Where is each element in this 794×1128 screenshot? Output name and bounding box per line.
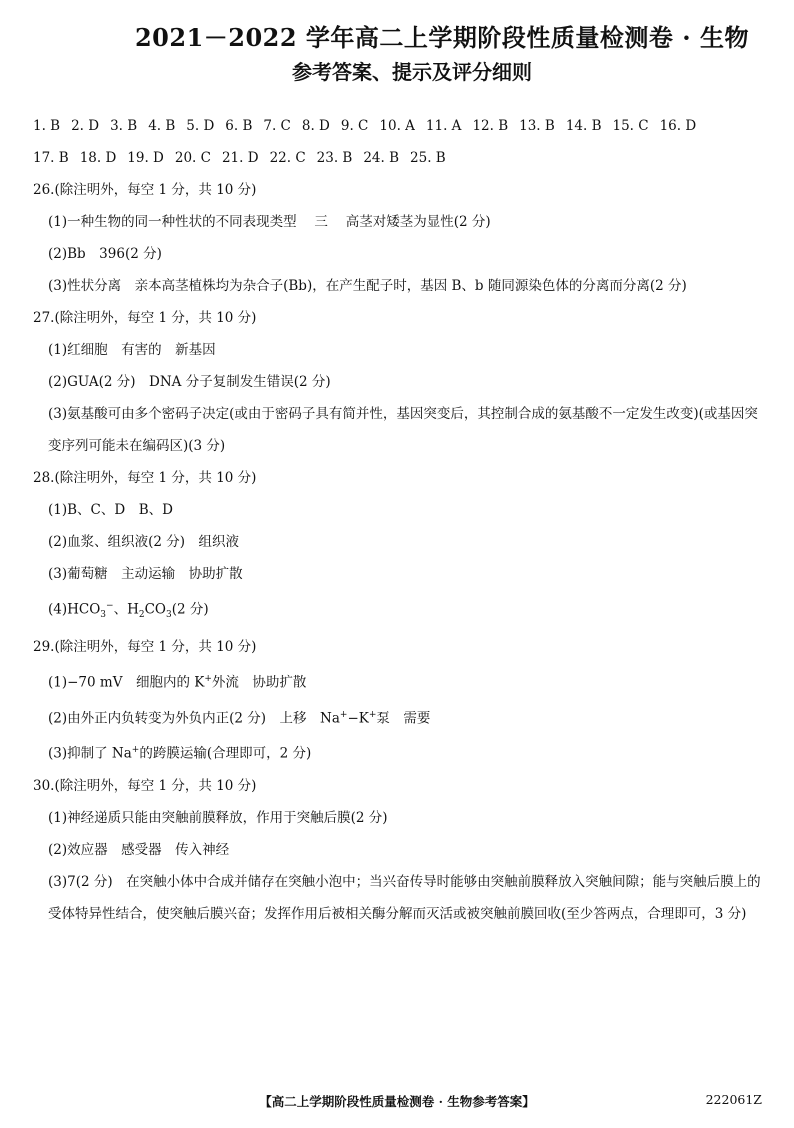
choice-answer: 2. D: [71, 118, 100, 134]
choice-answer: 21. D: [221, 150, 259, 166]
choice-answer: 6. B: [225, 118, 253, 134]
question-30-heading: 30.(除注明外，每空 1 分，共 10 分): [33, 777, 257, 794]
choice-answer: 22. C: [269, 150, 306, 166]
question-28-heading: 28.(除注明外，每空 1 分，共 10 分): [33, 470, 257, 486]
choice-answer: 17. B: [33, 150, 69, 166]
question-29-part-3: [33, 734, 773, 770]
choice-answer: 16. D: [659, 118, 697, 134]
q28-p4-pre: (4)HCO: [48, 601, 101, 618]
question-29-part-1: [33, 663, 773, 699]
choice-answer: 19. D: [127, 150, 164, 166]
q28-p4-sub3: 3: [166, 610, 172, 621]
choice-answer: 24. B: [363, 150, 400, 166]
q29-p1-post: 外流 协助扩散: [211, 674, 307, 691]
question-28-part-2: (2)血浆、组织液(2 分) 组织液: [48, 534, 240, 550]
choice-answer: 1. B: [33, 118, 61, 134]
q28-p4-sub1: 3: [100, 610, 107, 621]
q29-p2-sup1: +: [339, 709, 348, 720]
question-27-part-2: (2)GUA(2 分) DNA 分子复制发生错误(2 分): [48, 374, 331, 390]
choice-answer: 4. B: [148, 118, 176, 134]
choice-answer: 23. B: [316, 150, 353, 166]
q29-p2-mid: −K: [347, 710, 369, 727]
question-26-heading: 26.(除注明外，每空 1 分，共 10 分): [33, 182, 257, 198]
question-27-part-1: (1)红细胞 有害的 新基因: [48, 342, 216, 358]
choice-answers-row-2: [33, 142, 773, 174]
choice-answer: 8. D: [301, 118, 330, 134]
question-30-part-3: (3)7(2 分) 在突触小体中合成并储存在突触小泡中；当兴奋传导时能够由突触前膜释放入突触间隙；能与突触后膜上的受体特异性结合，使突触后膜兴奋；发挥作用后被相关酶分解而灭活或被突触前膜回收(至少答两点，合理即可，3 分): [48, 873, 761, 922]
question-29-heading: 29.(除注明外，每空 1 分，共 10 分): [33, 639, 257, 656]
footer-label: 【高二上学期阶段性质量检测卷 · 生物参考答案】: [259, 1094, 535, 1109]
page-title: 2021－2022 学年高二上学期阶段性质量检测卷 · 生物: [134, 23, 749, 52]
choice-answers-row-1: [33, 110, 773, 142]
q28-p4-sup1: −: [106, 601, 114, 611]
q28-p4-mid: 、H: [113, 601, 139, 618]
q29-p1-sup: +: [204, 674, 212, 685]
choice-answer: 3. B: [110, 118, 138, 134]
choice-answer: 15. C: [612, 118, 649, 134]
q28-p4-sub2: 2: [138, 610, 145, 621]
choice-answer: 10. A: [379, 118, 415, 134]
question-28-part-1: (1)B、C、D B、D: [48, 502, 173, 518]
q29-p2-post: 泵 需要: [376, 710, 431, 727]
q29-p3-pre: (3)抑制了 Na: [48, 745, 132, 762]
question-26-part-3: (3)性状分离 亲本高茎植株均为杂合子(Bb)，在产生配子时，基因 B、b 随同源染色体的分离而分离(2 分): [48, 278, 687, 294]
question-30-part-1: (1)神经递质只能由突触前膜释放，作用于突触后膜(2 分): [48, 809, 388, 826]
question-28-part-4: [33, 590, 773, 631]
choice-answer: 20. C: [174, 150, 211, 166]
choice-answer: 12. B: [472, 118, 509, 134]
choice-answer: 11. A: [425, 118, 462, 134]
q29-p2-sup2: +: [368, 709, 377, 720]
choice-answer: 9. C: [340, 118, 369, 134]
choice-answer: 13. B: [519, 118, 555, 134]
question-27-heading: 27.(除注明外，每空 1 分，共 10 分): [33, 310, 257, 326]
choice-answer: 14. B: [565, 118, 602, 134]
question-26-part-2: (2)Bb 396(2 分): [48, 246, 162, 262]
choice-answer: 7. C: [263, 118, 291, 134]
q29-p3-post: 的跨膜运输(合理即可，2 分): [139, 745, 312, 762]
question-28-part-3: (3)葡萄糖 主动运输 协助扩散: [48, 566, 243, 582]
question-30-part-2: (2)效应器 感受器 传入神经: [48, 841, 230, 858]
q29-p1-pre: (1)−70 mV 细胞内的 K: [48, 674, 205, 691]
choice-answer: 18. D: [79, 150, 117, 166]
footer-code: 222061Z: [705, 1092, 762, 1107]
q28-p4-post: (2 分): [171, 601, 209, 618]
question-26-part-1: (1)一种生物的同一种性状的不同表现类型 三 高茎对矮茎为显性(2 分): [48, 214, 491, 230]
question-29-part-2: [33, 699, 773, 735]
q28-p4-mid2: CO: [144, 601, 166, 618]
question-27-part-3: (3)氨基酸可由多个密码子决定(或由于密码子具有简并性，基因突变后，其控制合成的氨基酸不一定发生改变)(或基因突变序列可能未在编码区)(3 分): [48, 406, 758, 454]
choice-answer: 5. D: [186, 118, 215, 134]
choice-answer: 25. B: [410, 150, 446, 166]
page-subtitle: 参考答案、提示及评分细则: [292, 60, 532, 84]
answer-content: [33, 110, 773, 930]
q29-p2-pre: (2)由外正内负转变为外负内正(2 分) 上移 Na: [48, 710, 340, 727]
q29-p3-sup: +: [131, 745, 140, 756]
